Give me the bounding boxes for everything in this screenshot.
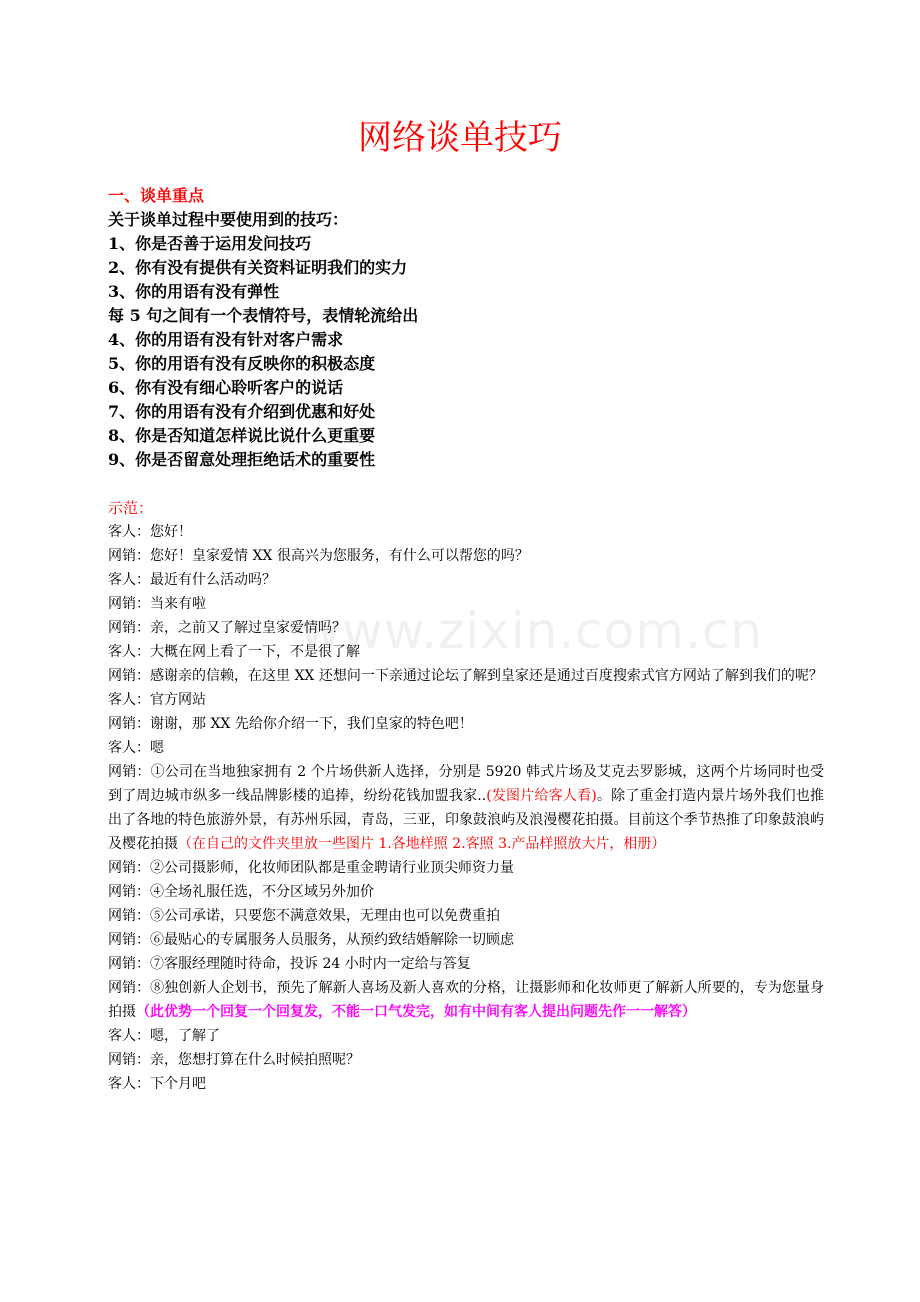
dialogue-line: 客人：最近有什么活动吗？ [108,572,276,588]
tip-item: 8、你是否知道怎样说比说什么更重要 [108,426,376,445]
tips-intro: 关于谈单过程中要使用到的技巧： [108,210,349,229]
dialogue-line: 客人：嗯，了解了 [108,1028,220,1044]
document-body [108,184,824,1096]
section-heading: 一、谈单重点 [108,186,205,205]
tip-item: 1、你是否善于运用发问技巧 [108,234,312,253]
watermark: www.zixin.com.cn [300,602,764,660]
dialogue-line: 客人：下个月吧 [108,1076,206,1092]
instruction-note: （此优势一个回复一个回复发，不能一口气发完，如有中间有客人提出问题先作一一解答） [136,1004,696,1020]
tip-item: 9、你是否留意处理拒绝话术的重要性 [108,450,376,469]
dialogue-line: 网销：⑥最贴心的专属服务人员服务，从预约致结婚解除一切顾虑 [108,932,514,948]
dialogue-paragraph [108,760,824,856]
dialogue-paragraph [108,976,824,1024]
dialogue-line: 网销：当来有啦 [108,596,206,612]
dialogue-line: 客人：您好！ [108,524,192,540]
dialogue-line: 网销：谢谢，那 XX 先给你介绍一下，我们皇家的特色吧！ [108,716,473,732]
dialogue-text: 网销：①公司在当地独家拥有 2 个片场供新人选择，分别是 5920 韩式片场及艾克去罗影城，这两个片场同时也受到了周边城市纵多一线品牌影楼的追捧，纷纷花钱加盟我家.. [108,764,824,804]
tip-item: 3、你的用语有没有弹性 [108,282,280,301]
dialogue-line: 网销：⑤公司承诺，只要您不满意效果，无理由也可以免费重拍 [108,908,500,924]
tip-item: 4、你的用语有没有针对客户需求 [108,330,344,349]
instruction-note: (发图片给客人看) [486,788,597,804]
dialogue-line: 网销：您好！皇家爱情 XX 很高兴为您服务，有什么可以帮您的吗？ [108,548,529,564]
document-title: 网络谈单技巧 [358,118,562,158]
tip-item: 2、你有没有提供有关资料证明我们的实力 [108,258,408,277]
dialogue-line: 客人：官方网站 [108,692,206,708]
tip-note: 每 5 句之间有一个表情符号，表情轮流给出 [108,306,419,325]
dialogue-line: 网销：感谢亲的信赖，在这里 XX 还想问一下亲通过论坛了解到皇家还是通过百度搜索式官方网站了解到我们的呢？ [108,668,823,684]
dialogue-text: 。除了重金打造内景片场外我们也推出了各地的特色旅游外景，有苏州乐园，青岛，三亚，印象鼓浪屿及浪漫樱花拍摄。目前这个季节热推了印象鼓浪屿及樱花拍摄 [108,788,824,852]
dialogue-line: 网销：亲，之前又了解过皇家爱情吗？ [108,620,346,636]
tip-item: 7、你的用语有没有介绍到优惠和好处 [108,402,376,421]
dialogue-line: 网销：⑦客服经理随时待命，投诉 24 小时内一定给与答复 [108,956,471,972]
dialogue-line: 客人：嗯 [108,740,164,756]
dialogue-line: 客人：大概在网上看了一下，不是很了解 [108,644,360,660]
spacer [108,472,824,496]
dialogue-line: 网销：亲，您想打算在什么时候拍照呢？ [108,1052,360,1068]
tip-item: 6、你有没有细心聆听客户的说话 [108,378,344,397]
dialogue-line: 网销：④全场礼服任选，不分区域另外加价 [108,884,374,900]
dialogue-text: 网销：⑧独创新人企划书，预先了解新人喜场及新人喜欢的分格，让摄影师和化妆师更了解新人所要的，专为您量身拍摄 [108,980,824,1020]
demo-heading: 示范： [108,499,154,517]
dialogue-line: 网销：②公司摄影师，化妆师团队都是重金聘请行业顶尖师资力量 [108,860,514,876]
tip-item: 5、你的用语有没有反映你的积极态度 [108,354,376,373]
instruction-note: （在自己的文件夹里放一些图片 1.各地样照 2.客照 3.产品样照放大片，相册） [178,836,666,852]
